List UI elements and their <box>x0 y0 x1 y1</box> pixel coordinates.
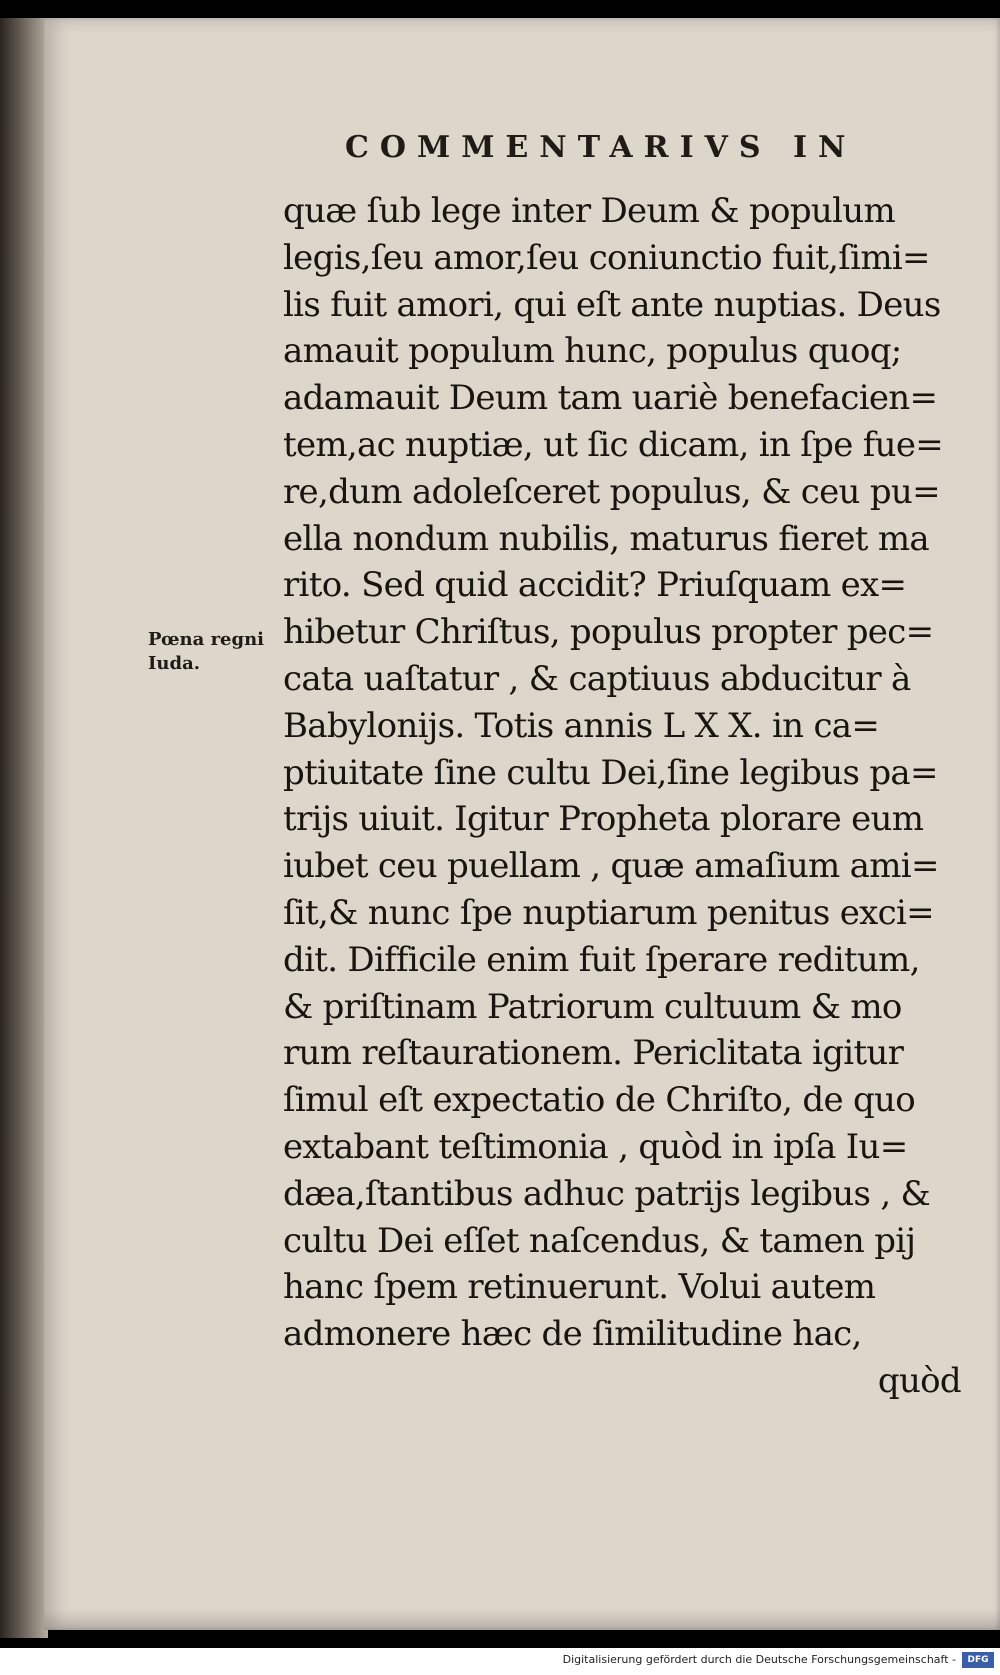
text-line: rito. Sed quid accidit? Priuſquam ex= <box>283 565 907 606</box>
footer-bar <box>0 1648 1000 1675</box>
text-line: ſimul eſt expectatio de Chriſto, de quo <box>283 1080 916 1121</box>
text-line: adamauit Deum tam uariè benefacien= <box>283 378 938 419</box>
text-line: quæ ſub lege inter Deum & populum <box>283 191 895 231</box>
marginal-note-line: Pœna regni <box>148 629 265 650</box>
text-line: extabant teſtimonia , quòd in ipſa Iu= <box>283 1126 908 1167</box>
text-line: ſit,& nunc ſpe nuptiarum penitus exci= <box>283 892 934 933</box>
text-line: ptiuitate ſine cultu Dei,ſine legibus pa= <box>283 752 938 793</box>
body-text <box>283 188 973 1405</box>
text-line: hanc ſpem retinuerunt. Volui autem <box>283 1267 876 1308</box>
text-line: re,dum adoleſceret populus, & ceu pu= <box>283 471 940 512</box>
running-head: COMMENTARIVS IN <box>345 130 857 165</box>
text-line: Babylonijs. Totis annis L X X. in ca= <box>283 705 880 746</box>
book-edge <box>0 18 48 1638</box>
text-line: & priſtinam Patriorum cultuum & mo <box>283 986 902 1027</box>
funding-credit: Digitalisierung gefördert durch die Deutsche Forschungsgemeinschaft - <box>562 1653 956 1666</box>
marginal-note <box>148 628 288 676</box>
text-line: tem,ac nuptiæ, ut ſic dicam, in ſpe fue= <box>283 424 944 465</box>
text-line: iubet ceu puellam , quæ amaſium ami= <box>283 846 939 887</box>
text-line: amauit populum hunc, populus quoq; <box>283 331 902 372</box>
text-line: hibetur Chriſtus, populus propter pec= <box>283 612 934 653</box>
text-line: dit. Difficile enim fuit ſperare reditum, <box>283 939 920 980</box>
text-line: admonere hæc de ſimilitudine hac, <box>283 1314 862 1355</box>
text-line: dæa,ſtantibus adhuc patrijs legibus , & <box>283 1173 931 1214</box>
text-line: cata uaſtatur , & captiuus abducitur à <box>283 658 911 699</box>
catchword: quòd <box>877 1360 961 1401</box>
marginal-note-line: Iuda. <box>148 653 201 674</box>
text-line: rum reſtaurationem. Periclitata igitur <box>283 1033 904 1074</box>
text-line: ella nondum nubilis, maturus fieret ma <box>283 518 929 559</box>
text-line: lis fuit amori, qui eſt ante nuptias. Deus <box>283 284 941 325</box>
text-line: legis,ſeu amor,ſeu coniunctio fuit,ſimi= <box>283 237 930 278</box>
text-line: cultu Dei eſſet naſcendus, & tamen pij <box>283 1220 916 1261</box>
text-line: trijs uiuit. Igitur Propheta plorare eum <box>283 799 924 840</box>
dfg-logo: DFG <box>962 1652 994 1668</box>
